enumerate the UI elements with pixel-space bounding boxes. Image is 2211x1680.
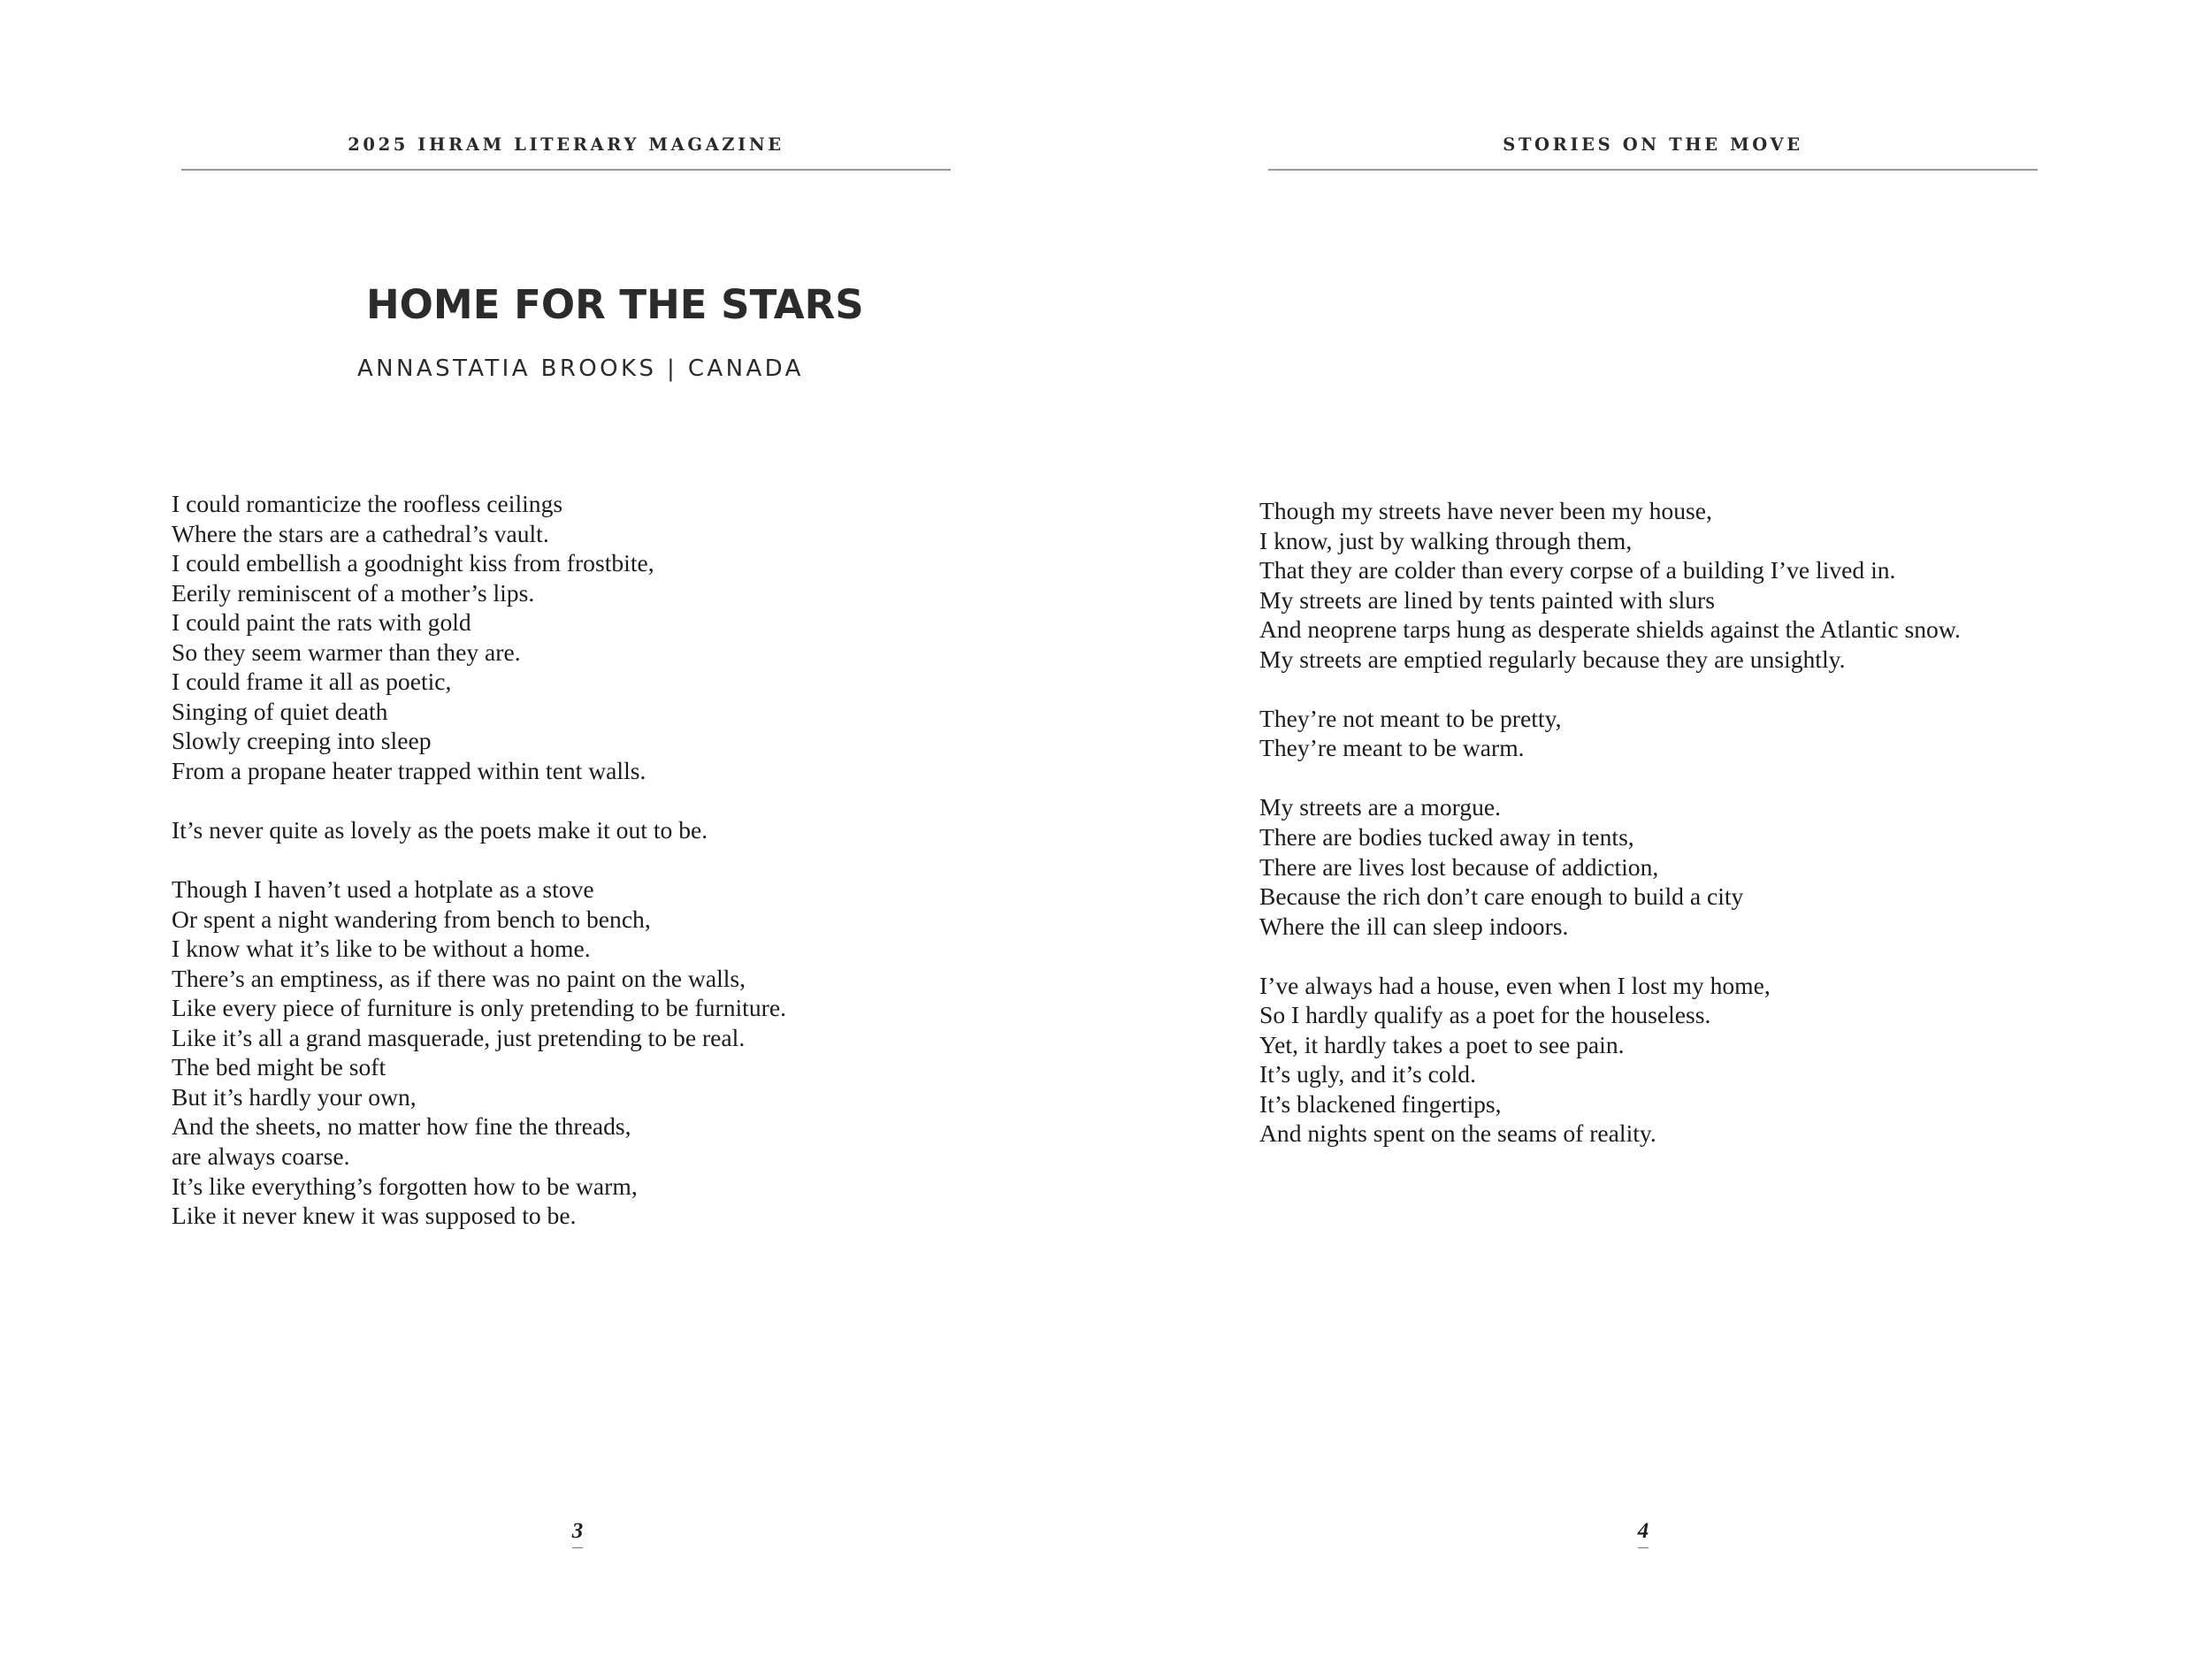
poem-line: Like it never knew it was supposed to be. bbox=[172, 1202, 577, 1230]
poem-line: Where the ill can sleep indoors. bbox=[1259, 912, 1569, 940]
right-poem-body bbox=[1259, 496, 1961, 1149]
poem-line: Though I haven’t used a hotplate as a stove bbox=[172, 875, 594, 904]
poem-line: So I hardly qualify as a poet for the houseless. bbox=[1259, 1001, 1711, 1029]
stanza bbox=[172, 874, 786, 1231]
poem-line: I could frame it all as poetic, bbox=[172, 668, 452, 696]
poem-line: So they seem warmer than they are. bbox=[172, 638, 521, 666]
poem-line: Where the stars are a cathedral’s vault. bbox=[172, 519, 549, 547]
poem-line: And nights spent on the seams of reality. bbox=[1259, 1119, 1656, 1148]
poem-line: There are bodies tucked away in tents, bbox=[1259, 823, 1634, 851]
poem-line: It’s like everything’s forgotten how to be warm, bbox=[172, 1172, 638, 1200]
poem-line: That they are colder than every corpse of a building I’ve lived in. bbox=[1259, 556, 1896, 584]
right-header-rule bbox=[1268, 169, 2038, 171]
left-page-number-rule bbox=[572, 1547, 583, 1548]
stanza bbox=[1259, 971, 1961, 1149]
poem-line: From a propane heater trapped within tent walls. bbox=[172, 756, 646, 784]
poem-line: Because the rich don’t care enough to build a city bbox=[1259, 882, 1744, 911]
poem-line: Slowly creeping into sleep bbox=[172, 727, 432, 755]
poem-line: Like every piece of furniture is only pretending to be furniture. bbox=[172, 994, 786, 1022]
poem-line: Eerily reminiscent of a mother’s lips. bbox=[172, 578, 535, 607]
poem-line: The bed might be soft bbox=[172, 1053, 386, 1081]
author-byline: ANNASTATIA BROOKS | CANADA bbox=[357, 355, 804, 382]
poem-line: Singing of quiet death bbox=[172, 697, 388, 725]
stanza bbox=[172, 815, 786, 845]
stanza bbox=[1259, 792, 1961, 941]
right-page-number-rule bbox=[1638, 1547, 1649, 1548]
poem-line: My streets are emptied regularly because they are unsightly. bbox=[1259, 645, 1846, 673]
poem-line: My streets are lined by tents painted with slurs bbox=[1259, 585, 1715, 614]
left-running-head: 2025 IHRAM LITERARY MAGAZINE bbox=[348, 134, 784, 155]
stanza bbox=[172, 489, 786, 785]
right-page-number: 4 bbox=[1637, 1519, 1649, 1543]
poem-line: Yet, it hardly takes a poet to see pain. bbox=[1259, 1030, 1625, 1058]
poem-line: But it’s hardly your own, bbox=[172, 1082, 417, 1111]
poem-line: They’re not meant to be pretty, bbox=[1259, 704, 1562, 732]
poem-line: There’s an emptiness, as if there was no paint on the walls, bbox=[172, 964, 746, 992]
poem-line: I could embellish a goodnight kiss from frostbite, bbox=[172, 549, 654, 577]
poem-line: I could paint the rats with gold bbox=[172, 608, 471, 637]
poem-line: And the sheets, no matter how fine the threads, bbox=[172, 1112, 631, 1141]
left-header-rule bbox=[181, 169, 951, 171]
poem-title: HOME FOR THE STARS bbox=[366, 281, 864, 328]
stanza bbox=[1259, 496, 1961, 674]
poem-line: They’re meant to be warm. bbox=[1259, 734, 1525, 762]
poem-line: are always coarse. bbox=[172, 1142, 350, 1171]
poem-line: It’s never quite as lovely as the poets make it out to be. bbox=[172, 816, 708, 844]
left-page-number: 3 bbox=[571, 1519, 584, 1543]
poem-line: It’s ugly, and it’s cold. bbox=[1259, 1060, 1477, 1088]
stanza bbox=[1259, 704, 1961, 763]
poem-line: Like it’s all a grand masquerade, just pretending to be real. bbox=[172, 1023, 746, 1051]
left-poem-body bbox=[172, 489, 786, 1231]
poem-line: There are lives lost because of addiction, bbox=[1259, 852, 1659, 881]
poem-line: Or spent a night wandering from bench to bench, bbox=[172, 905, 651, 933]
right-running-head: STORIES ON THE MOVE bbox=[1503, 134, 1803, 155]
poem-line: It’s blackened fingertips, bbox=[1259, 1089, 1502, 1118]
poem-line: Though my streets have never been my house, bbox=[1259, 497, 1712, 524]
poem-line: I’ve always had a house, even when I lost my home, bbox=[1259, 971, 1771, 999]
poem-line: My streets are a morgue. bbox=[1259, 793, 1502, 821]
poem-line: I know, just by walking through them, bbox=[1259, 526, 1633, 554]
poem-line: I know what it’s like to be without a home. bbox=[172, 935, 591, 963]
poem-line: And neoprene tarps hung as desperate shields against the Atlantic snow. bbox=[1259, 615, 1961, 644]
poem-line: I could romanticize the roofless ceilings bbox=[172, 490, 563, 517]
